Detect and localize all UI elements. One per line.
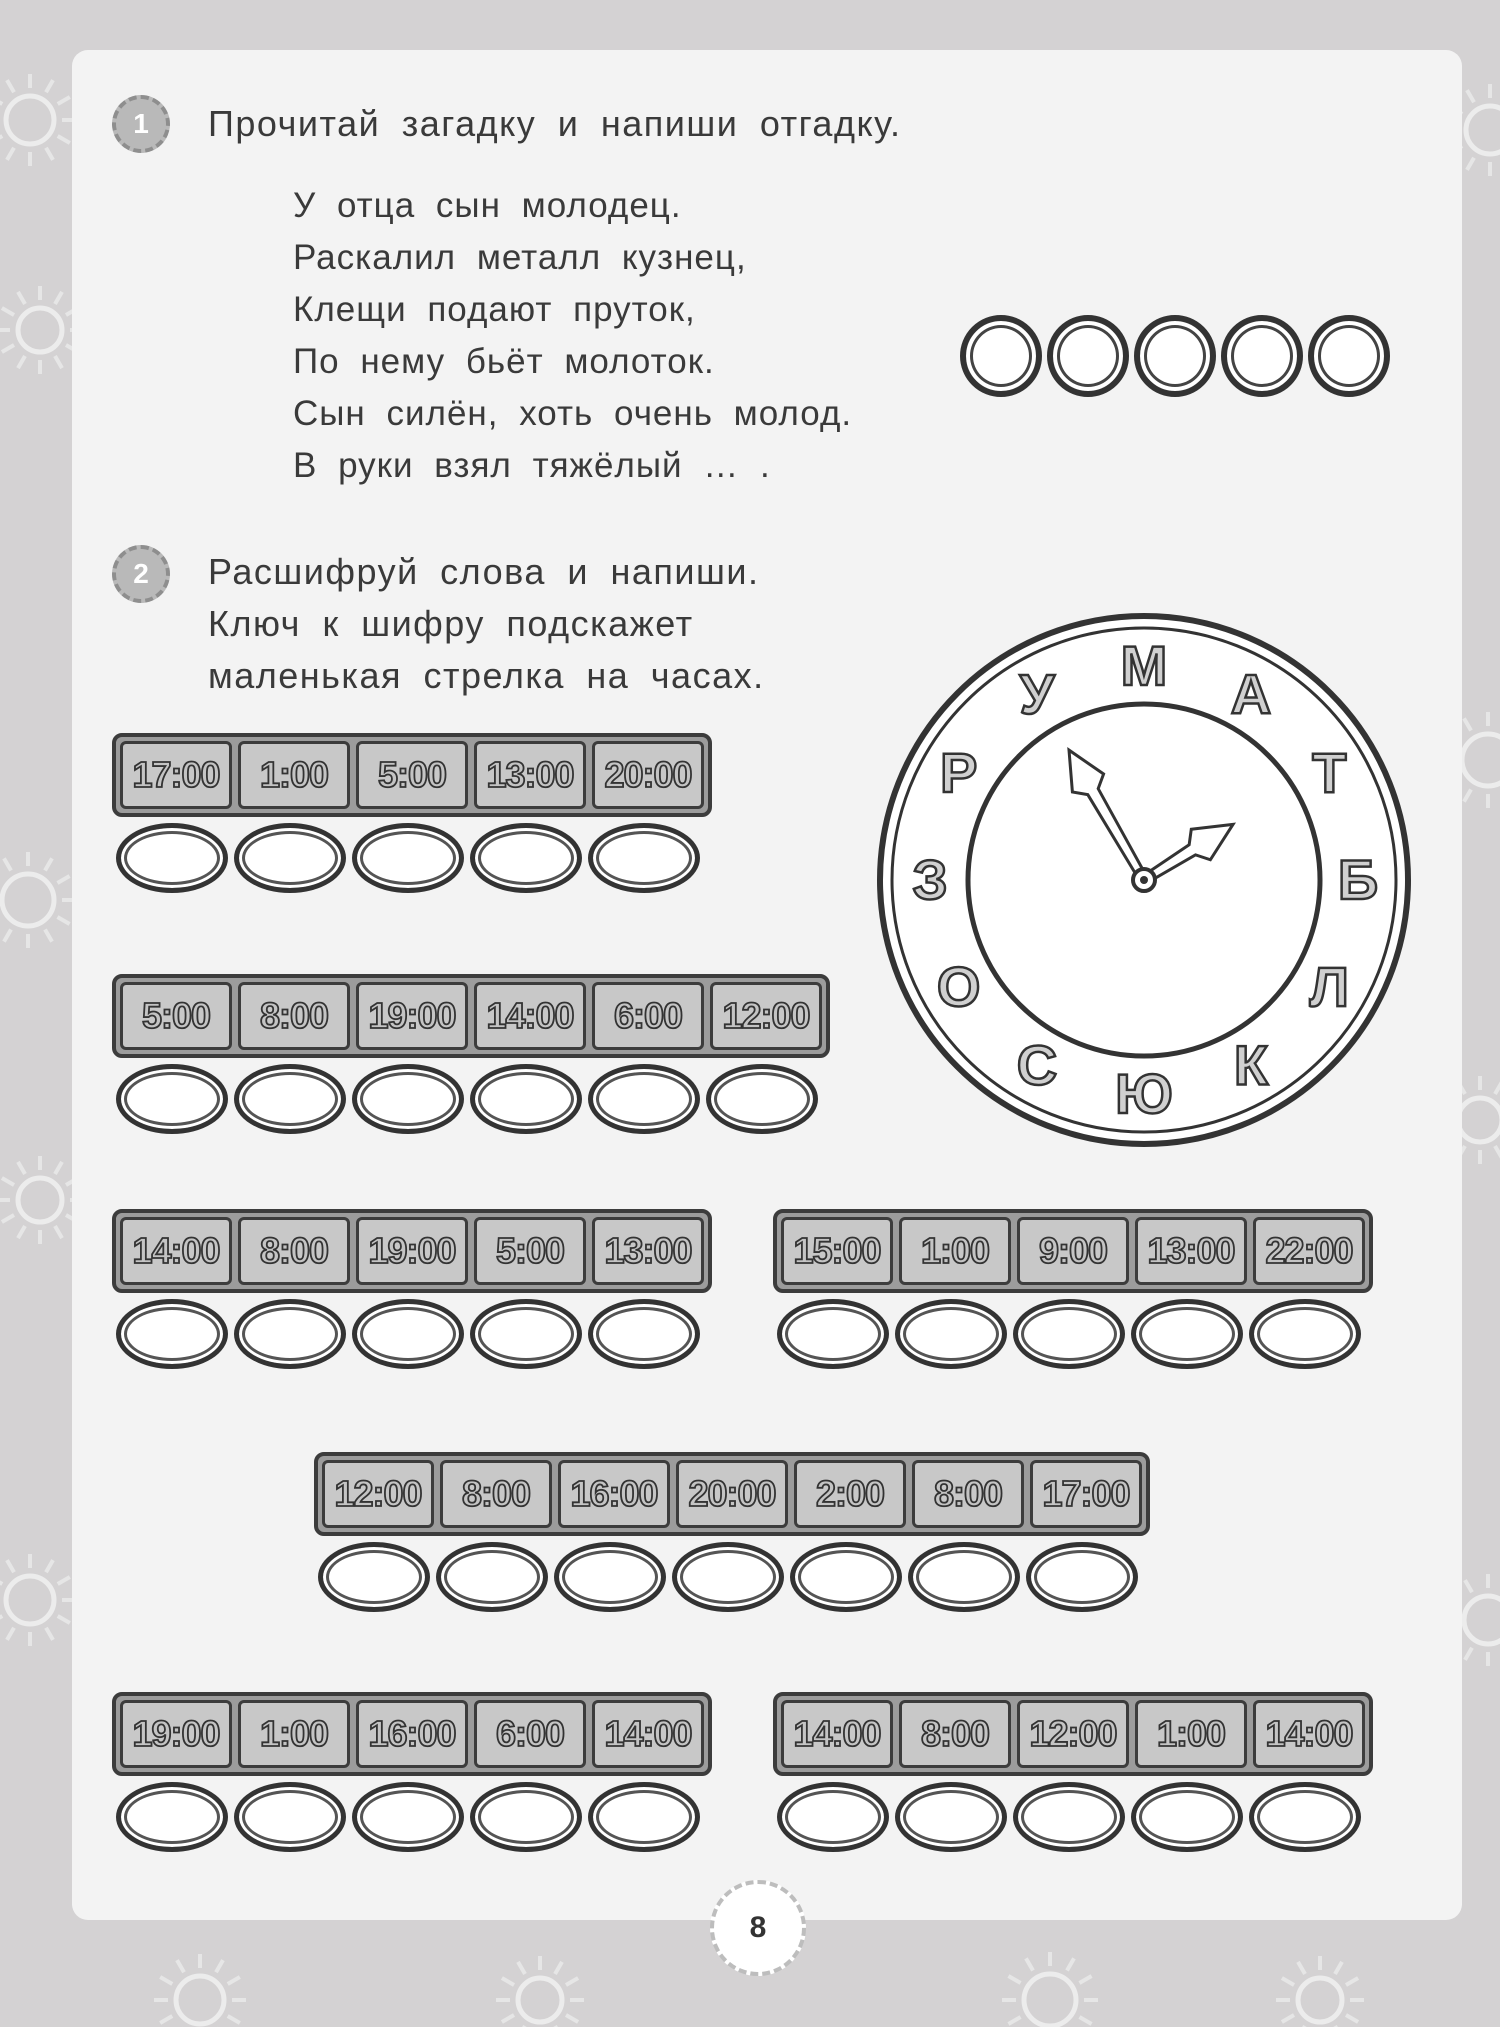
time-code: 8:00 xyxy=(238,1217,350,1285)
decor-ray xyxy=(1465,1648,1472,1660)
instruction-line: Ключ к шифру подскажет xyxy=(208,603,694,644)
decor-ray xyxy=(18,1226,25,1238)
decor-ray xyxy=(4,929,11,941)
decor-ring xyxy=(1464,1596,1500,1644)
clock-letter: Р xyxy=(939,741,978,804)
cipher-word-6 xyxy=(112,1692,712,1852)
decor-ray xyxy=(1282,1978,1294,1985)
answer-oval-row xyxy=(773,1782,1373,1852)
decor-ray xyxy=(1079,2017,1091,2024)
answer-letter-oval[interactable] xyxy=(234,823,346,893)
clock-letter: О xyxy=(936,955,981,1018)
answer-letter-oval[interactable] xyxy=(1026,1542,1138,1612)
answer-letter-oval[interactable] xyxy=(777,1782,889,1852)
answer-letter-oval[interactable] xyxy=(777,1299,889,1369)
time-code: 8:00 xyxy=(912,1460,1024,1528)
time-code: 19:00 xyxy=(356,982,468,1050)
decor-ray xyxy=(2,1178,14,1185)
decor-ray xyxy=(7,1560,14,1572)
cipher-word-5 xyxy=(314,1452,1150,1612)
time-code: 16:00 xyxy=(356,1700,468,1768)
decor-ray xyxy=(160,1977,172,1984)
answer-letter-oval[interactable] xyxy=(470,1782,582,1852)
decor-ray xyxy=(1464,718,1471,730)
page-number: 8 xyxy=(710,1880,806,1976)
decor-ray xyxy=(502,1978,514,1985)
time-code: 19:00 xyxy=(120,1700,232,1768)
decor-ray xyxy=(177,1960,184,1972)
answer-oval-row xyxy=(112,1782,712,1852)
answer-letter-oval[interactable] xyxy=(895,1782,1007,1852)
answer-letter-oval[interactable] xyxy=(1013,1782,1125,1852)
time-code: 5:00 xyxy=(120,982,232,1050)
decor-ray xyxy=(45,858,52,870)
time-code: 2:00 xyxy=(794,1460,906,1528)
answer-letter-oval[interactable] xyxy=(436,1542,548,1612)
time-code: 1:00 xyxy=(238,741,350,809)
time-code: 16:00 xyxy=(558,1460,670,1528)
decor-ray xyxy=(18,292,25,304)
decor-ray xyxy=(58,1577,70,1584)
task-2-instruction xyxy=(208,546,765,702)
decor-ray xyxy=(0,1616,2,1623)
poem-line: По нему бьёт молоток. xyxy=(293,342,715,381)
answer-letter-oval[interactable] xyxy=(234,1299,346,1369)
cipher-word-3 xyxy=(112,1209,712,1369)
answer-oval-row xyxy=(112,1299,712,1369)
decor-ray xyxy=(1008,2017,1020,2024)
poem-line: Клещи подают пруток, xyxy=(293,290,696,329)
cipher-word-7 xyxy=(773,1692,1373,1852)
time-code-row xyxy=(112,1209,712,1293)
answer-letter-oval[interactable] xyxy=(706,1064,818,1134)
time-code: 12:00 xyxy=(1017,1700,1129,1768)
decor-ray xyxy=(0,1577,2,1584)
time-code: 20:00 xyxy=(676,1460,788,1528)
time-code-row xyxy=(112,1692,712,1776)
time-code: 17:00 xyxy=(1030,1460,1142,1528)
answer-letter-oval[interactable] xyxy=(908,1542,1020,1612)
clock-center-dot xyxy=(1140,876,1148,884)
time-code: 6:00 xyxy=(592,982,704,1050)
decor-ray xyxy=(18,1162,25,1174)
time-code-row xyxy=(314,1452,1150,1536)
answer-letter-oval[interactable] xyxy=(234,1064,346,1134)
time-code-row xyxy=(112,733,712,817)
answer-letter-oval[interactable] xyxy=(116,1064,228,1134)
decor-ring xyxy=(1462,734,1500,786)
decor-ray xyxy=(2,345,14,352)
letter-clock xyxy=(874,610,1414,1150)
decor-ray xyxy=(160,2016,172,2023)
answer-letter-oval[interactable] xyxy=(352,1064,464,1134)
decor-ray xyxy=(2,308,14,315)
answer-letter-oval[interactable] xyxy=(1249,1782,1361,1852)
decor-ray xyxy=(1067,1958,1074,1970)
answer-letter-oval[interactable] xyxy=(352,823,464,893)
time-code: 15:00 xyxy=(781,1217,893,1285)
answer-oval-row xyxy=(314,1542,1150,1612)
decor-ray xyxy=(1495,1082,1500,1094)
answer-letter-oval[interactable] xyxy=(470,823,582,893)
decor-ray xyxy=(0,97,2,104)
decor-ray xyxy=(55,292,62,304)
answer-oval-row xyxy=(112,1064,830,1134)
decor-ray xyxy=(1346,1978,1358,1985)
decor-ring xyxy=(176,1976,224,2024)
instruction-line: Расшифруй слова и напиши. xyxy=(208,551,760,592)
decor-ray xyxy=(55,356,62,368)
time-code: 20:00 xyxy=(592,741,704,809)
decor-ray xyxy=(7,148,14,160)
decor-ray xyxy=(1008,1976,1020,1983)
time-code: 12:00 xyxy=(710,982,822,1050)
answer-letter-oval[interactable] xyxy=(895,1299,1007,1369)
answer-letter-oval[interactable] xyxy=(470,1299,582,1369)
decor-ray xyxy=(216,1960,223,1972)
answer-letter-oval[interactable] xyxy=(116,823,228,893)
task-1-badge: 1 xyxy=(112,95,170,153)
cipher-word-4 xyxy=(773,1209,1373,1369)
decor-ray xyxy=(18,356,25,368)
decor-ray xyxy=(57,876,69,883)
decor-ray xyxy=(1282,2015,1294,2022)
answer-letter-oval[interactable] xyxy=(1131,1782,1243,1852)
time-code: 17:00 xyxy=(120,741,232,809)
time-code: 9:00 xyxy=(1017,1217,1129,1285)
decor-ray xyxy=(58,97,70,104)
answer-letter-oval[interactable] xyxy=(1249,1299,1361,1369)
decor-ring xyxy=(6,96,54,144)
decor-ray xyxy=(57,917,69,924)
instruction-line: маленькая стрелка на часах. xyxy=(208,655,765,696)
answer-letter-oval[interactable] xyxy=(588,1299,700,1369)
clock-letter: Л xyxy=(1309,955,1349,1018)
decor-ray xyxy=(1298,1962,1305,1974)
clock-letter: У xyxy=(1019,662,1055,726)
decor-ring xyxy=(18,308,62,352)
decor-ring xyxy=(1024,1974,1076,2026)
time-code-row xyxy=(773,1209,1373,1293)
decor-ray xyxy=(7,1628,14,1640)
time-code: 22:00 xyxy=(1253,1217,1365,1285)
decor-ray xyxy=(1079,1976,1091,1983)
decor-ring xyxy=(6,1576,54,1624)
clock-letter: Б xyxy=(1337,848,1379,911)
decor-ray xyxy=(7,80,14,92)
decor-ray xyxy=(46,148,53,160)
poem-line: Раскалил металл кузнец, xyxy=(293,238,747,277)
time-code: 19:00 xyxy=(356,1217,468,1285)
answer-letter-oval[interactable] xyxy=(470,1064,582,1134)
time-code: 1:00 xyxy=(1135,1700,1247,1768)
cipher-word-1 xyxy=(112,733,712,893)
clock-letter: К xyxy=(1233,1033,1269,1097)
decor-ray xyxy=(46,80,53,92)
answer-letter-ring[interactable] xyxy=(1134,315,1216,397)
answer-letter-rings xyxy=(960,315,1395,397)
answer-letter-oval[interactable] xyxy=(318,1542,430,1612)
decor-ray xyxy=(228,2016,240,2023)
decor-ring xyxy=(18,1178,62,1222)
time-code: 8:00 xyxy=(238,982,350,1050)
answer-letter-oval[interactable] xyxy=(116,1782,228,1852)
decor-ray xyxy=(46,1628,53,1640)
time-code: 8:00 xyxy=(899,1700,1011,1768)
decor-ray xyxy=(555,1962,562,1974)
decor-ray xyxy=(58,136,70,143)
decor-ray xyxy=(518,1962,525,1974)
time-code: 1:00 xyxy=(899,1217,1011,1285)
decor-ray xyxy=(2,1215,14,1222)
decor-ray xyxy=(566,1978,578,1985)
answer-letter-oval[interactable] xyxy=(588,1064,700,1134)
clock-letter: Ю xyxy=(1115,1062,1173,1125)
decor-ray xyxy=(1467,158,1474,170)
decor-ray xyxy=(502,2015,514,2022)
answer-letter-oval[interactable] xyxy=(554,1542,666,1612)
decor-ray xyxy=(1467,90,1474,102)
poem-line: У отца сын молодец. xyxy=(293,186,682,225)
decor-ray xyxy=(0,136,2,143)
decor-ray xyxy=(1346,2015,1358,2022)
answer-letter-oval[interactable] xyxy=(352,1299,464,1369)
decor-ray xyxy=(55,1226,62,1238)
answer-letter-oval[interactable] xyxy=(352,1782,464,1852)
decor-ray xyxy=(566,2015,578,2022)
answer-letter-ring[interactable] xyxy=(1047,315,1129,397)
decor-ray xyxy=(228,1977,240,1984)
answer-letter-ring[interactable] xyxy=(1308,315,1390,397)
answer-letter-oval[interactable] xyxy=(588,1782,700,1852)
time-code: 5:00 xyxy=(356,741,468,809)
decor-ray xyxy=(1464,789,1471,801)
answer-oval-row xyxy=(773,1299,1373,1369)
time-code-row xyxy=(112,974,830,1058)
decor-ray xyxy=(4,858,11,870)
answer-oval-row xyxy=(112,823,712,893)
answer-letter-oval[interactable] xyxy=(234,1782,346,1852)
clock-letter: С xyxy=(1016,1033,1058,1097)
answer-letter-ring[interactable] xyxy=(1221,315,1303,397)
decor-ray xyxy=(1026,1958,1033,1970)
decor-ray xyxy=(1495,1146,1500,1158)
riddle-poem xyxy=(293,180,852,492)
time-code: 14:00 xyxy=(1253,1700,1365,1768)
decor-ray xyxy=(58,1616,70,1623)
time-code: 13:00 xyxy=(474,741,586,809)
decor-ray xyxy=(1465,1580,1472,1592)
decor-ray xyxy=(1335,1962,1342,1974)
time-code: 13:00 xyxy=(1135,1217,1247,1285)
clock-letter: М xyxy=(1120,634,1168,697)
task-2-badge: 2 xyxy=(112,545,170,603)
decor-ring xyxy=(1466,106,1500,154)
poem-line: В руки взял тяжёлый … . xyxy=(293,446,771,485)
time-code: 14:00 xyxy=(592,1700,704,1768)
time-code: 13:00 xyxy=(592,1217,704,1285)
clock-letter: А xyxy=(1230,662,1272,726)
clock-letter: Т xyxy=(1312,741,1347,804)
time-code: 5:00 xyxy=(474,1217,586,1285)
decor-ray xyxy=(45,929,52,941)
time-code: 12:00 xyxy=(322,1460,434,1528)
answer-letter-ring[interactable] xyxy=(960,315,1042,397)
task-1-instruction: Прочитай загадку и напиши отгадку. xyxy=(208,103,902,144)
time-code: 14:00 xyxy=(781,1700,893,1768)
answer-letter-oval[interactable] xyxy=(588,823,700,893)
answer-letter-oval[interactable] xyxy=(790,1542,902,1612)
clock-letter: З xyxy=(912,848,948,911)
decor-ray xyxy=(55,1162,62,1174)
time-code-row xyxy=(773,1692,1373,1776)
decor-ring xyxy=(1458,1098,1500,1142)
decor-ray xyxy=(46,1560,53,1572)
time-code: 14:00 xyxy=(474,982,586,1050)
time-code: 6:00 xyxy=(474,1700,586,1768)
time-code: 8:00 xyxy=(440,1460,552,1528)
cipher-word-2 xyxy=(112,974,830,1134)
answer-letter-oval[interactable] xyxy=(1131,1299,1243,1369)
answer-letter-oval[interactable] xyxy=(1013,1299,1125,1369)
answer-letter-oval[interactable] xyxy=(672,1542,784,1612)
time-code: 1:00 xyxy=(238,1700,350,1768)
answer-letter-oval[interactable] xyxy=(116,1299,228,1369)
decor-ring xyxy=(1298,1978,1342,2022)
time-code: 14:00 xyxy=(120,1217,232,1285)
decor-ring xyxy=(2,874,54,926)
decor-ring xyxy=(518,1978,562,2022)
poem-line: Сын силён, хоть очень молод. xyxy=(293,394,853,433)
